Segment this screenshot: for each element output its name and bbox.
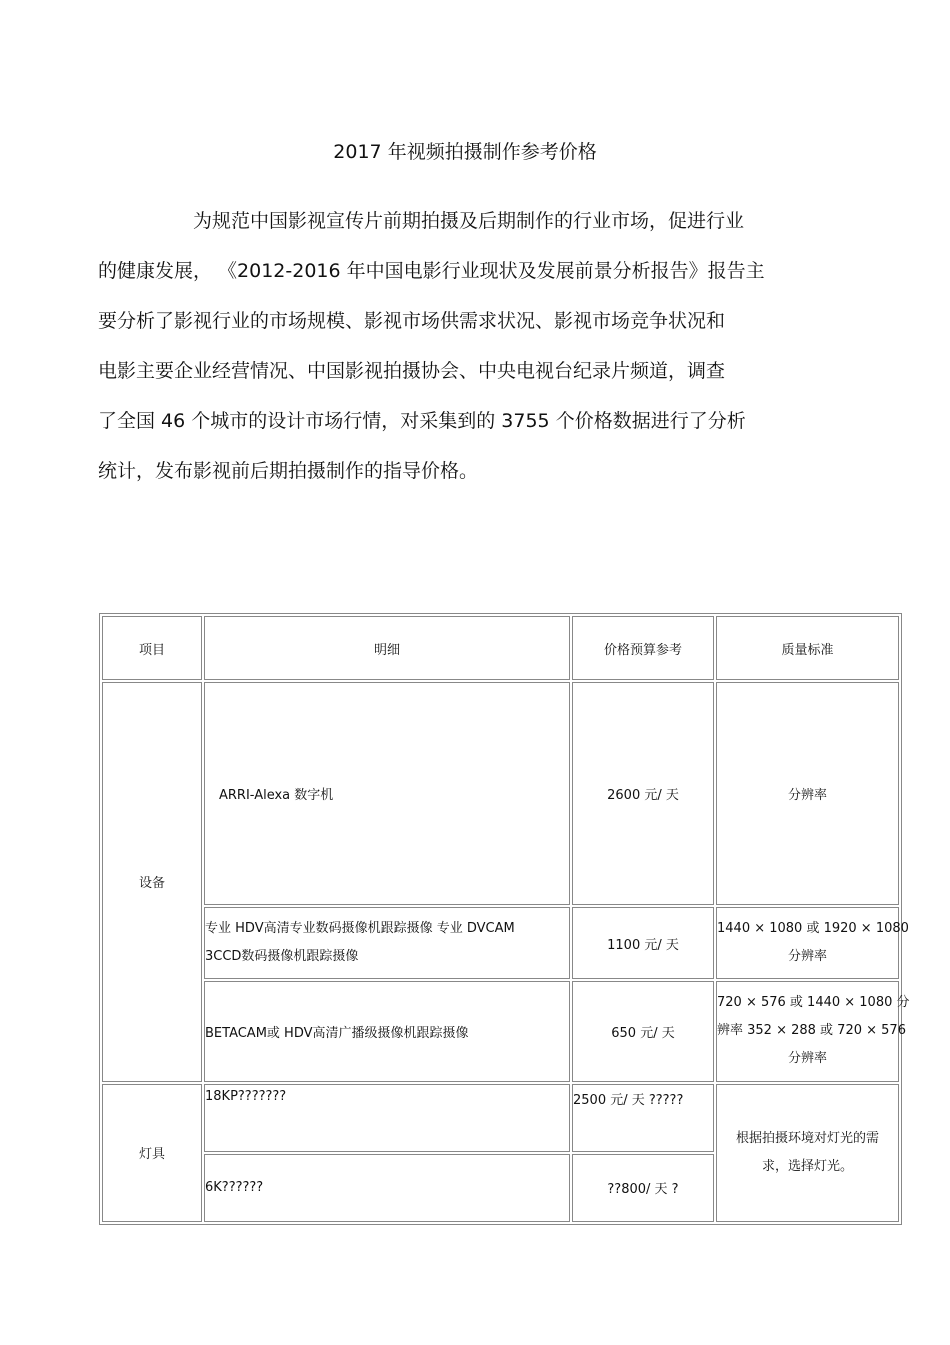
header-item: 项目	[102, 616, 202, 680]
row-price: ??800/ 天 ?	[572, 1154, 714, 1222]
row-quality	[716, 981, 910, 1081]
row-price: 1100 元/ 天	[572, 907, 714, 979]
quality-line: 分辨率	[787, 1051, 827, 1067]
detail-line: 3CCD数码摄像机跟踪摄像	[205, 949, 359, 965]
paragraph-line: 电影主要企业经营情况、中国影视拍摄协会、中央电视台纪录片频道，调查	[98, 360, 726, 382]
row-detail: ARRI-Alexa 数字机	[204, 682, 570, 905]
paragraph-line: 为规范中国影视宣传片前期拍摄及后期制作的行业市场，促进行业	[193, 210, 745, 232]
category-lighting: 灯具	[102, 1084, 202, 1223]
table-header-row	[102, 616, 899, 680]
detail-line: 专业 HDV高清专业数码摄像机跟踪摄像 专业 DVCAM	[205, 921, 515, 937]
quality-line: 1440 × 1080 或 1920 × 1080	[717, 921, 909, 937]
row-detail: 18KP???????	[204, 1084, 570, 1152]
row-quality	[716, 907, 909, 979]
price-table	[99, 613, 910, 1225]
intro-paragraph	[98, 196, 858, 496]
category-equipment: 设备	[102, 682, 202, 1081]
row-price: 2600 元/ 天	[572, 682, 714, 905]
header-quality: 质量标准	[716, 616, 899, 680]
paragraph-line: 的健康发展， 《2012-2016 年中国电影行业现状及发展前景分析报告》报告主	[98, 260, 765, 282]
row-detail	[204, 907, 570, 979]
quality-line: 根据拍摄环境对灯光的需	[735, 1130, 879, 1146]
row-quality: 分辨率	[716, 682, 899, 905]
quality-line: 720 × 576 或 1440 × 1080 分	[717, 995, 910, 1011]
quality-line: 分辨率	[787, 949, 827, 965]
document-title: 2017 年视频拍摄制作参考价格	[333, 141, 597, 163]
row-price: 2500 元/ 天 ?????	[572, 1084, 714, 1152]
table-row	[102, 981, 899, 1081]
table-row	[102, 682, 899, 905]
header-price: 价格预算参考	[572, 616, 714, 680]
row-quality	[716, 1084, 899, 1223]
row-detail: 6K??????	[204, 1154, 570, 1222]
table-row	[102, 1084, 899, 1152]
paragraph-line: 统计，发布影视前后期拍摄制作的指导价格。	[98, 460, 479, 482]
table-row	[102, 907, 899, 979]
paragraph-line: 要分析了影视行业的市场规模、影视市场供需求状况、影视市场竞争状况和	[98, 310, 726, 332]
quality-line: 求，选择灯光。	[761, 1158, 853, 1174]
row-detail: BETACAM或 HDV高清广播级摄像机跟踪摄像	[204, 981, 570, 1081]
paragraph-line: 了全国 46 个城市的设计市场行情，对采集到的 3755 个价格数据进行了分析	[98, 410, 746, 432]
quality-line: 辨率 352 × 288 或 720 × 576	[717, 1023, 906, 1039]
row-price: 650 元/ 天	[572, 981, 714, 1081]
header-detail: 明细	[204, 616, 570, 680]
